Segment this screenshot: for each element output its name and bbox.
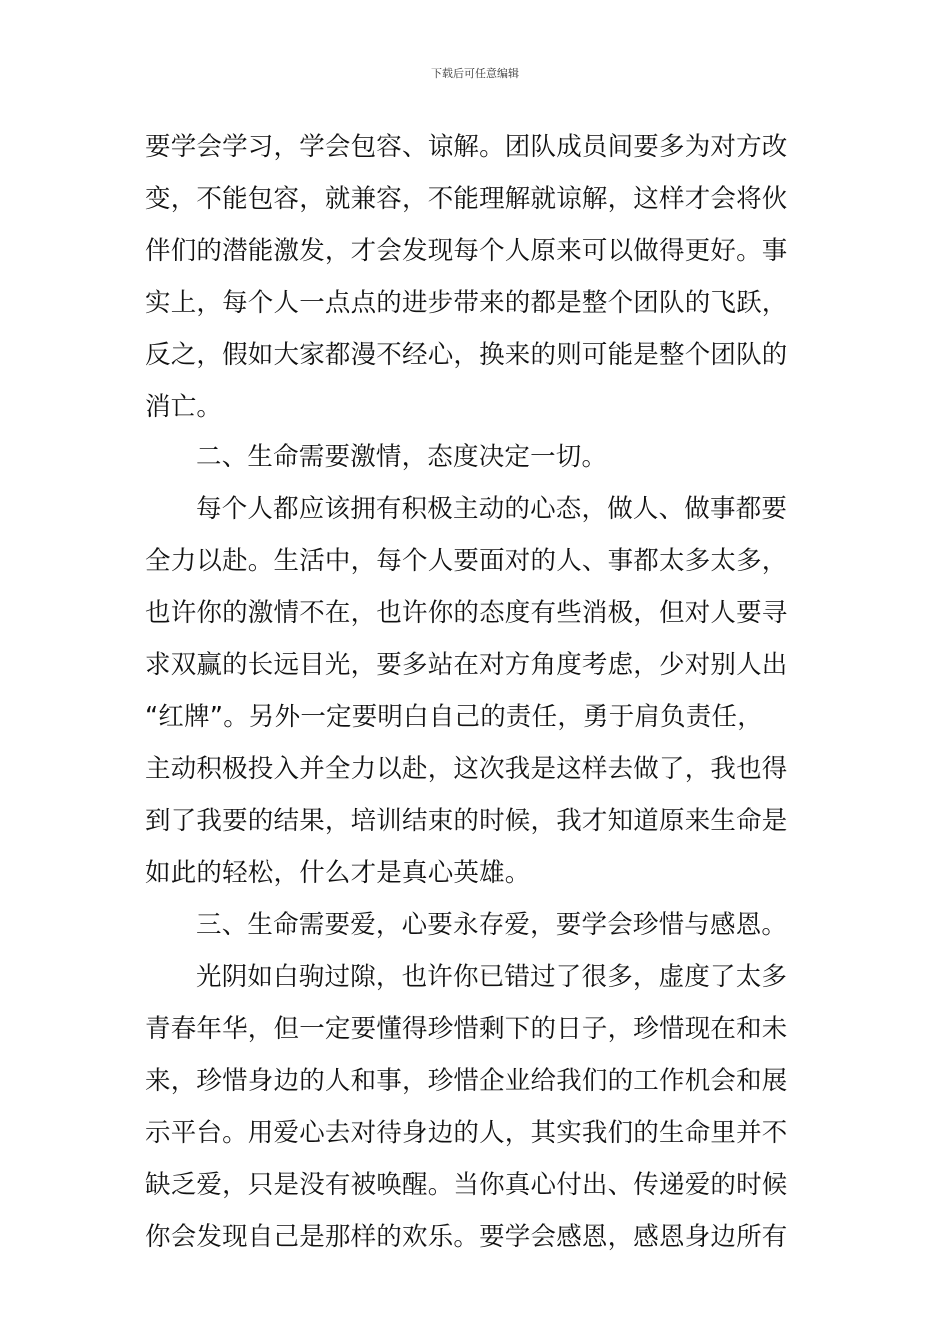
text-line: 伴们的潜能激发，才会发现每个人原来可以做得更好。事 <box>145 236 788 266</box>
text-line: 示平台。用爱心去对待身边的人，其实我们的生命里并不 <box>145 1118 788 1148</box>
text-line: 如此的轻松，什么才是真心英雄。 <box>145 858 531 888</box>
section-heading: 二、生命需要激情，态度决定一切。 <box>196 442 608 472</box>
text-line: 到了我要的结果，培训结束的时候，我才知道原来生命是 <box>145 806 788 836</box>
text-line: “红牌”。另外一定要明白自己的责任，勇于肩负责任， <box>145 702 763 732</box>
text-line: 要学会学习，学会包容、谅解。团队成员间要多为对方改 <box>145 132 788 162</box>
text-line: 求双赢的长远目光，要多站在对方角度考虑，少对别人出 <box>145 650 788 680</box>
text-line: 青春年华，但一定要懂得珍惜剩下的日子，珍惜现在和未 <box>145 1014 788 1044</box>
text-line: 消亡。 <box>145 392 223 422</box>
paragraph-first-line: 每个人都应该拥有积极主动的心态，做人、做事都要 <box>196 494 788 524</box>
page-header: 下载后可任意编辑 <box>431 67 519 80</box>
paragraph-first-line: 光阴如白驹过隙，也许你已错过了很多，虚度了太多 <box>196 962 788 992</box>
text-line: 全力以赴。生活中，每个人要面对的人、事都太多太多， <box>145 546 788 576</box>
text-line: 反之，假如大家都漫不经心，换来的则可能是整个团队的 <box>145 340 788 370</box>
text-line: 主动积极投入并全力以赴，这次我是这样去做了，我也得 <box>145 754 788 784</box>
text-line: 你会发现自己是那样的欢乐。要学会感恩，感恩身边所有 <box>145 1222 788 1252</box>
text-line: 变，不能包容，就兼容，不能理解就谅解，这样才会将伙 <box>145 184 788 214</box>
text-line: 缺乏爱，只是没有被唤醒。当你真心付出、传递爱的时候 <box>145 1170 788 1200</box>
text-line: 来，珍惜身边的人和事，珍惜企业给我们的工作机会和展 <box>145 1066 788 1096</box>
text-line: 也许你的激情不在，也许你的态度有些消极，但对人要寻 <box>145 598 788 628</box>
section-heading: 三、生命需要爱，心要永存爱，要学会珍惜与感恩。 <box>196 910 788 940</box>
text-line: 实上，每个人一点点的进步带来的都是整个团队的飞跃， <box>145 288 788 318</box>
